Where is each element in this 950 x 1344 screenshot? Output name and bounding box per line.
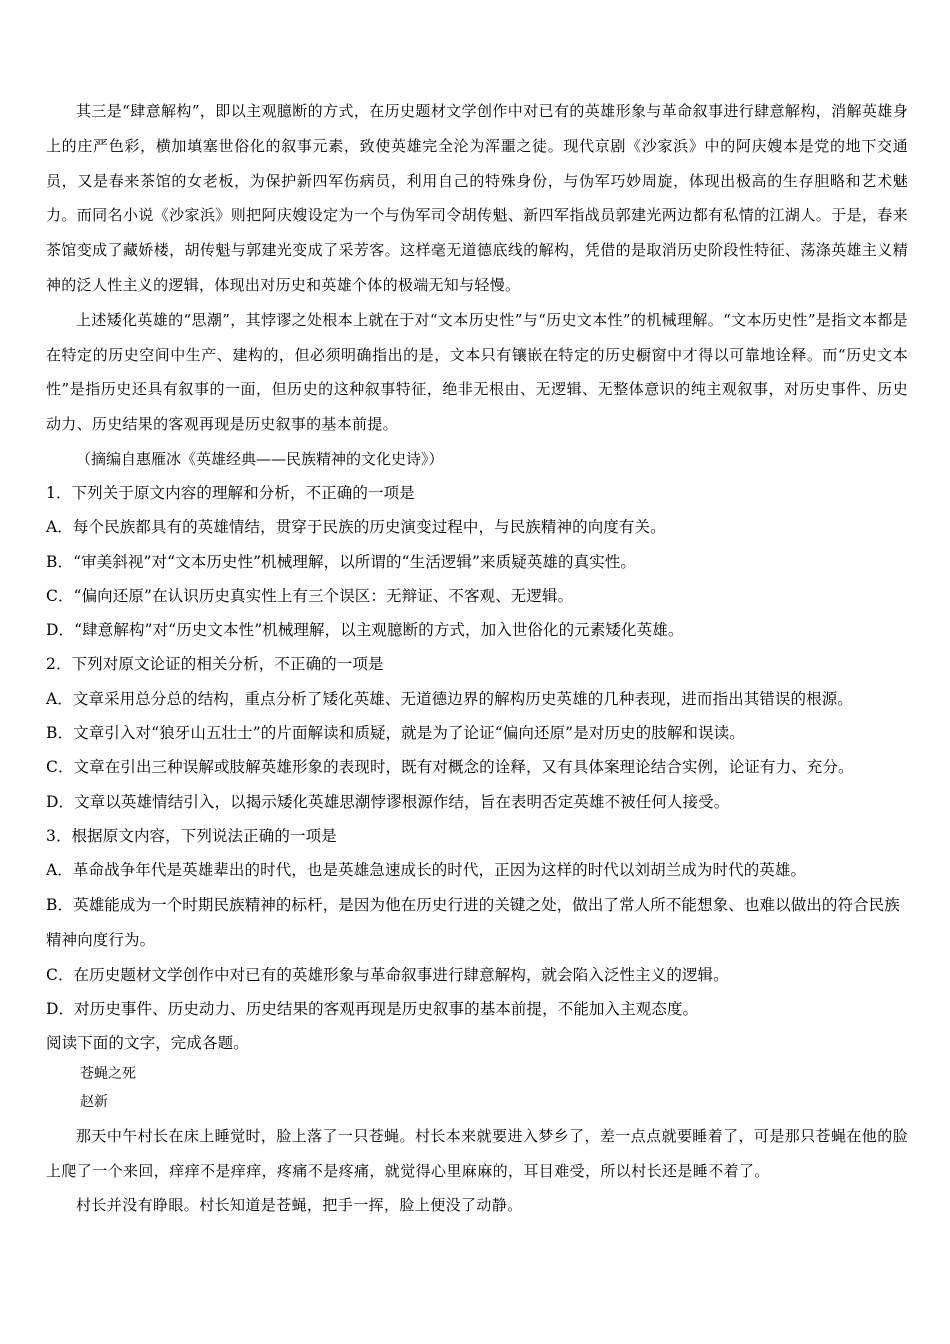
document-page: [46, 94, 908, 1223]
passage: [46, 94, 908, 476]
question-option: B．英雄能成为一个时期民族精神的标杆，是因为他在历史行进的关键之处，做出了常人所不能想象、也难以做出的符合民族精神向度行为。: [46, 895, 900, 949]
question-option: D．文章以英雄情结引入，以揭示矮化英雄思潮悖谬根源作结，旨在表明否定英雄不被任何人接受。: [46, 792, 730, 811]
question-1: [46, 476, 908, 647]
question-option: D．对历史事件、历史动力、历史结果的客观再现是历史叙事的基本前提，不能加入主观态度。: [46, 999, 699, 1018]
reading-section: [46, 1026, 908, 1223]
question-stem: 1．下列关于原文内容的理解和分析，不正确的一项是: [46, 483, 415, 502]
question-option: B．“审美斜视”对“文本历史性”机械理解，以所谓的“生活逻辑”来质疑英雄的真实性。: [46, 552, 637, 571]
question-option: A．每个民族都具有的英雄情结，贯穿于民族的历史演变过程中，与民族精神的向度有关。: [46, 518, 666, 537]
question-stem: 2．下列对原文论证的相关分析，不正确的一项是: [46, 655, 384, 674]
question-option: C．“偏向还原”在认识历史真实性上有三个误区：无辩证、不客观、无逻辑。: [46, 586, 574, 605]
story-paragraph: 那天中午村长在床上睡觉时，脸上落了一只苍蝇。村长本来就要进入梦乡了，差一点点就要睡着了，可是那只苍蝇在他的脸上爬了一个来回，痒痒不是痒痒，疼痛不是疼痛，就觉得心里麻麻的，耳目难受，所以村长还是睡不着了。: [46, 1127, 908, 1180]
story-title: 苍蝇之死: [80, 1066, 136, 1083]
question-option: C．在历史题材文学创作中对已有的英雄形象与革命叙事进行肆意解构，就会陷入泛性主义的逻辑。: [46, 965, 729, 984]
reading-instruction: 阅读下面的文字，完成各题。: [46, 1034, 249, 1053]
question-option: A．革命战争年代是英雄辈出的时代，也是英雄急速成长的时代，正因为这样的时代以刘胡兰成为时代的英雄。: [46, 861, 807, 880]
question-option: A．文章采用总分总的结构，重点分析了矮化英雄、无道德边界的解构历史英雄的几种表现，进而指出其错误的根源。: [46, 689, 853, 708]
question-option: D．“肆意解构”对“历史文本性”机械理解，以主观臆断的方式，加入世俗化的元素矮化英雄。: [46, 621, 684, 640]
question-stem: 3．根据原文内容，下列说法正确的一项是: [46, 826, 337, 845]
passage-paragraph: 上述矮化英雄的“思潮”，其悖谬之处根本上就在于对“文本历史性”与“历史文本性”的机械理解。“文本历史性”是指文本都是在特定的历史空间中生产、建构的，但必须明确指出的是，文本只有镶嵌在特定的历史橱窗中才得以可靠地诠释。而“历史文本性”是指历史还具有叙事的一面，但历史的这种叙事特征，绝非无根由、无逻辑、无整体意识的纯主观叙事，对历史事件、历史动力、历史结果的客观再现是历史叙事的基本前提。: [46, 310, 908, 434]
question-3: [46, 819, 908, 1026]
question-option: C．文章在引出三种误解或肢解英雄形象的表现时，既有对概念的诠释，又有具体案理论结合实例，论证有力、充分。: [46, 758, 854, 777]
passage-source: （摘编自惠雁冰《英雄经典——民族精神的文化史诗》）: [76, 449, 444, 468]
passage-paragraph: 其三是“肆意解构”，即以主观臆断的方式，在历史题材文学创作中对已有的英雄形象与革命叙事进行肆意解构，消解英雄身上的庄严色彩，横加填塞世俗化的叙事元素，致使英雄完全沦为浑噩之徒。现代京剧《沙家浜》中的阿庆嫂本是党的地下交通员，又是春来茶馆的女老板，为保护新四军伤病员，利用自己的特殊身份，与伪军巧妙周旋，体现出极高的生存胆略和艺术魅力。而同名小说《沙家浜》则把阿庆嫂设定为一个与伪军司令胡传魁、新四军指战员郭建光两边都有私情的江湖人。于是，春来茶馆变成了藏娇楼，胡传魁与郭建光变成了采芳客。这样毫无道德底线的解构，凭借的是取消历史阶段性特征、荡涤英雄主义精神的泛人性主义的逻辑，体现出对历史和英雄个体的极端无知与轻慢。: [46, 102, 908, 294]
story-paragraph: 村长并没有睁眼。村长知道是苍蝇，把手一挥，脸上便没了动静。: [76, 1196, 523, 1215]
question-2: [46, 647, 908, 818]
question-option: B．文章引入对“狼牙山五壮士”的片面解读和质疑，就是为了论证“偏向还原”是对历史的肢解和误读。: [46, 724, 745, 743]
story-author: 赵新: [80, 1094, 108, 1111]
